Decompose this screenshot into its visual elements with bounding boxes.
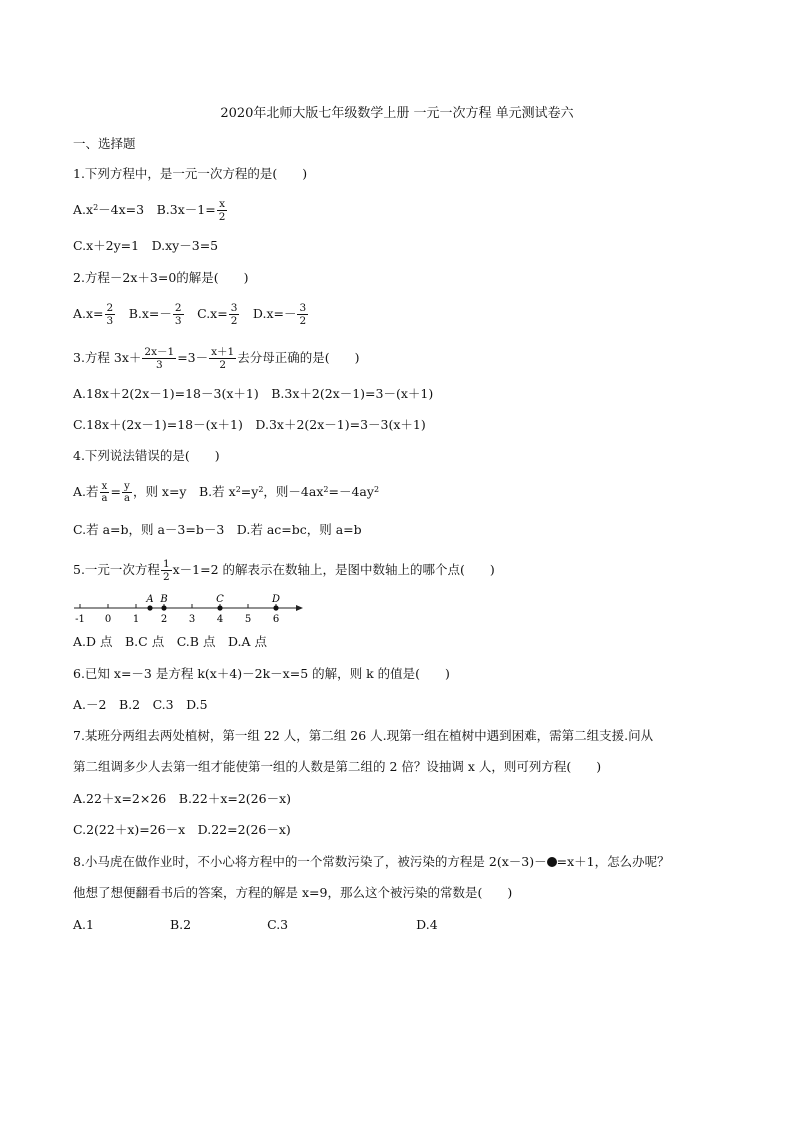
axis-tick-label: 3 bbox=[188, 614, 196, 625]
point-label-c: C bbox=[216, 594, 224, 605]
question-1-options-ab bbox=[73, 198, 228, 223]
question-2-options: A.x= $\frac{2}{3}$ B.x=－ $\frac{2}{3}$ C.x= $\frac{3}{2}$ D.x=－ $\frac{3}{2}$ bbox=[73, 302, 307, 327]
question-8-stem-line2: 他想了想便翻看书后的答案，方程的解是 x=9，那么这个被污染的常数是( ) bbox=[73, 885, 513, 900]
question-4-stem: 4.下列说法错误的是( ) bbox=[73, 448, 220, 463]
section-heading: 一、选择题 bbox=[73, 136, 136, 151]
q2-frac-c: $\frac{3}{2}$ bbox=[230, 302, 238, 327]
q3-frac-1: $\frac{2x-1}{3}$ bbox=[144, 346, 175, 371]
question-6-options: A.－2 B.2 C.3 D.5 bbox=[73, 697, 208, 712]
document-title: 2020年北师大版七年级数学上册 一元一次方程 单元测试卷六 bbox=[220, 106, 574, 121]
question-7-stem-line2: 第二组调多少人去第一组才能使第一组的人数是第二组的 2 倍？设抽调 x 人，则可列方程( ) bbox=[73, 759, 602, 774]
axis-tick-label: 1 bbox=[132, 614, 140, 625]
axis-tick-label: 2 bbox=[160, 614, 168, 625]
q1-option-a-text: A.x bbox=[73, 202, 94, 217]
question-7-options-cd: C.2(22＋x)=26－x D.22=2(26－x) bbox=[73, 822, 291, 837]
question-2-stem: 2.方程－2x＋3=0的解是( ) bbox=[73, 270, 249, 285]
axis-tick-label: 6 bbox=[272, 614, 280, 625]
q8-option-a: A.1 bbox=[73, 917, 94, 932]
axis-tick-label: -1 bbox=[75, 614, 85, 625]
q5-frac: $\frac{1}{2}$ bbox=[162, 558, 170, 583]
question-7-options-ab: A.22＋x=2×26 B.22＋x=2(26－x) bbox=[73, 791, 292, 806]
q8-option-b: B.2 bbox=[169, 917, 192, 932]
question-8-options bbox=[73, 917, 438, 933]
q4-frac-1: $\frac{x}{a}$ bbox=[101, 481, 108, 504]
number-line-figure bbox=[70, 590, 310, 634]
question-3-stem: 3.方程 3x＋ $\frac{2x-1}{3}$ =3－ $\frac{x+1}{2}$ 去分母正确的是( ) bbox=[73, 346, 360, 371]
q2-frac-b: $\frac{2}{3}$ bbox=[174, 302, 182, 327]
question-6-stem: 6.已知 x=－3 是方程 k(x＋4)－2k－x=5 的解，则 k 的值是( ) bbox=[73, 666, 450, 681]
q1-fraction: $\frac{x}{2}$ bbox=[218, 198, 226, 223]
axis-tick-label: 4 bbox=[216, 614, 224, 625]
number-line-arrow bbox=[296, 605, 303, 611]
axis-tick-label: 0 bbox=[104, 614, 112, 625]
question-1-stem: 1.下列方程中，是一元一次方程的是( ) bbox=[73, 166, 308, 181]
point-label-a: A bbox=[146, 594, 154, 605]
q3-frac-2: $\frac{x+1}{2}$ bbox=[211, 346, 235, 371]
question-3-options-ab: A.18x＋2(2x－1)=18－3(x＋1) B.3x＋2(2x－1)=3－(x＋1) bbox=[73, 386, 434, 401]
question-1-options-cd: C.x＋2y=1 D.xy－3=5 bbox=[73, 238, 219, 253]
point-b bbox=[161, 605, 166, 610]
q2-frac-d: $\frac{3}{2}$ bbox=[299, 302, 307, 327]
question-7-stem-line1: 7.某班分两组去两处植树，第一组 22 人，第二组 26 人.现第一组在植树中遇到困难，需第二组支援.问从 bbox=[73, 728, 654, 743]
q2-frac-a: $\frac{2}{3}$ bbox=[106, 302, 114, 327]
axis-tick-label: 5 bbox=[244, 614, 252, 625]
point-label-d: D bbox=[271, 594, 281, 605]
question-4-options-ab: A.若 $\frac{x}{a}$ = $\frac{y}{a}$ ，则 x=y B.若 $x^2=y^2$，则$-4ax^2=-4ay^2$ bbox=[73, 481, 380, 504]
point-d bbox=[273, 605, 278, 610]
q1-option-text: －4x=3 B.3x－1= bbox=[98, 202, 216, 217]
q4-frac-2: $\frac{y}{a}$ bbox=[123, 481, 130, 504]
point-c bbox=[217, 605, 222, 610]
ink-blot-icon bbox=[547, 857, 557, 867]
question-5-stem: 5.一元一次方程 $\frac{1}{2}$ x－1=2 的解表示在数轴上，是图中数轴上的哪个点( ) bbox=[73, 558, 495, 583]
point-label-b: B bbox=[160, 594, 168, 605]
q8-option-c: C.3 bbox=[267, 917, 289, 932]
question-4-options-cd: C.若 a=b，则 a－3=b－3 D.若 ac=bc，则 a=b bbox=[73, 522, 362, 537]
q1-exponent: 2 bbox=[93, 203, 99, 212]
question-8-stem-line1: 8.小马虎在做作业时，不小心将方程中的一个常数污染了，被污染的方程是 2(x－3)－ =x＋1，怎么办呢？ bbox=[73, 854, 670, 869]
question-5-options: A.D 点 B.C 点 C.B 点 D.A 点 bbox=[73, 634, 267, 649]
question-3-options-cd: C.18x＋(2x－1)=18－(x＋1) D.3x＋2(2x－1)=3－3(x＋1) bbox=[73, 417, 426, 432]
point-a bbox=[147, 605, 152, 610]
q8-option-d: D.4 bbox=[416, 917, 438, 932]
